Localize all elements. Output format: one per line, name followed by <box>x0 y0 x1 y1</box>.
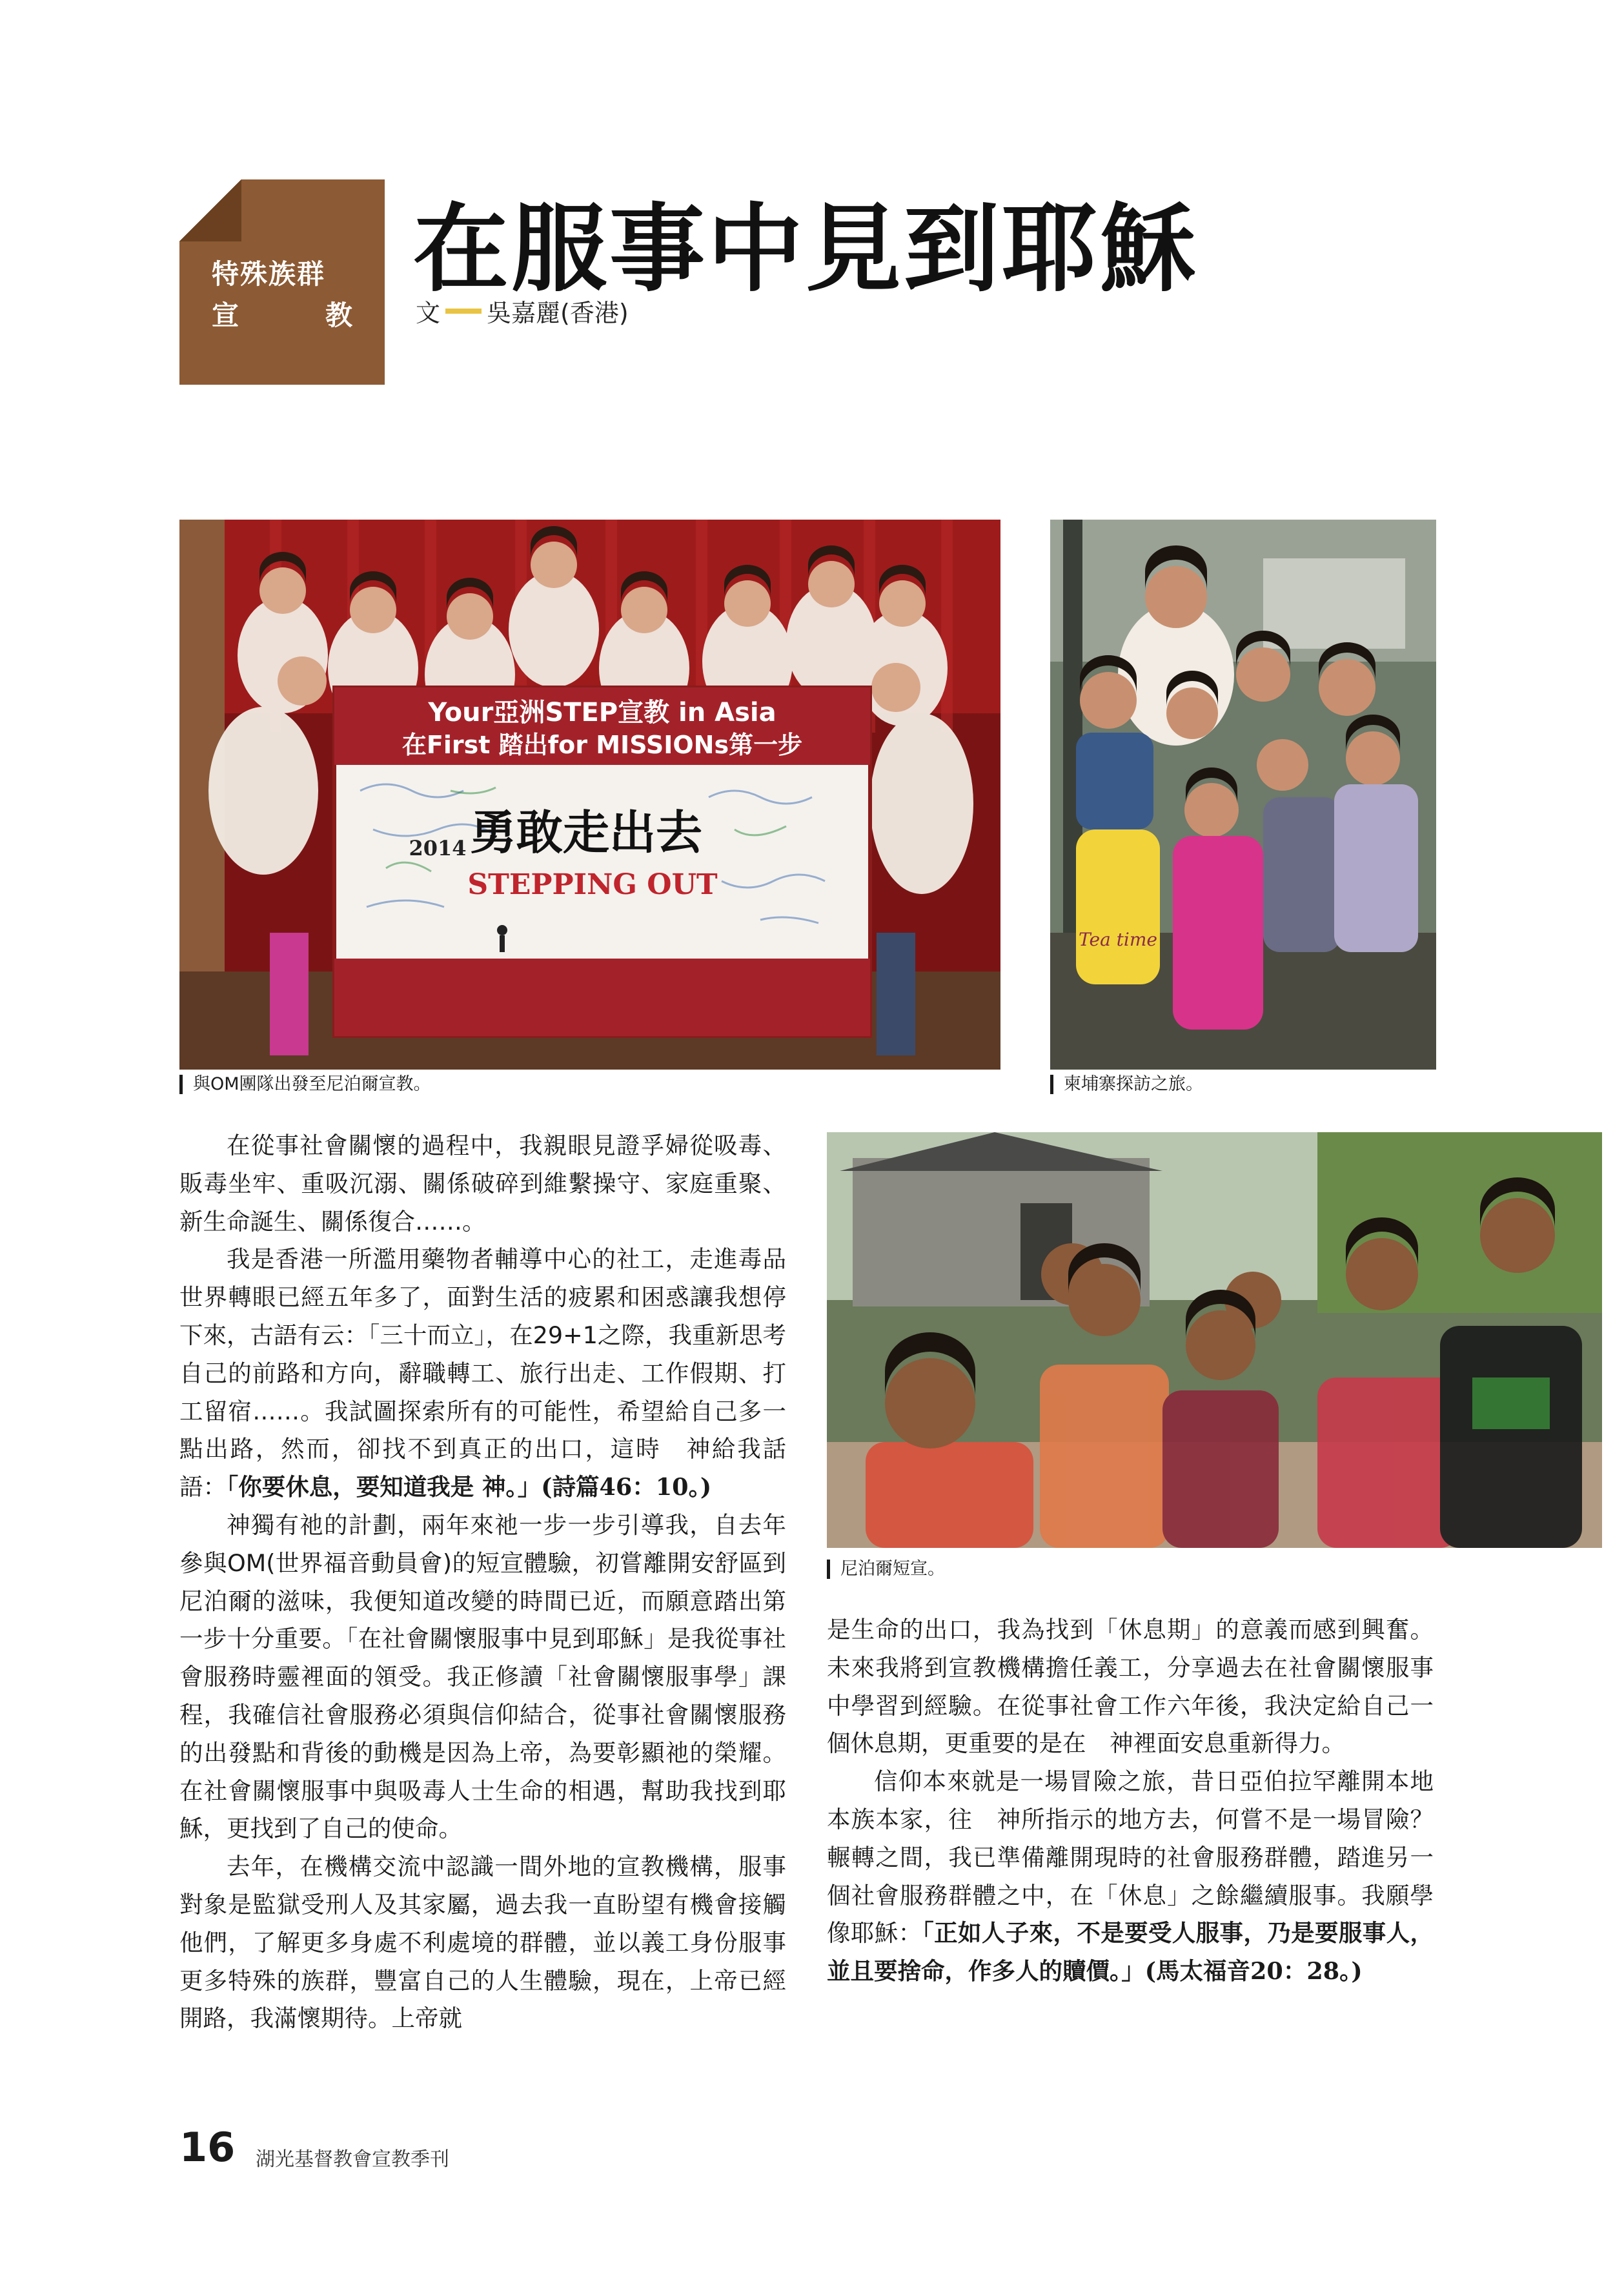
paragraph-6 <box>827 1763 1434 1991</box>
byline-dash <box>445 309 482 314</box>
photo-nepal-children <box>827 1132 1602 1548</box>
article-title: 在服事中見到耶穌 <box>413 194 1198 305</box>
bible-verse-matthew: 「正如人子來，不是要受人服事，乃是要服事人，並且要捨命，作多人的贖價。」(馬太福音20：28。) <box>827 1919 1434 1986</box>
page-number: 16 <box>179 2124 236 2171</box>
shirt-text: Tea time <box>1079 929 1157 950</box>
caption-photo-om-team: 與OM團隊出發至尼泊爾宣教。 <box>179 1075 431 1094</box>
paragraph-4: 去年，在機構交流中認識一間外地的宣教機構，服事對象是監獄受刑人及其家屬，過去我一直盼望有機會接觸他們，了解更多身處不利處境的群體，並以義工身份服事更多特殊的族群，豐富自己的人生體驗，現在，上帝已經開路，我滿懷期待。上帝就 <box>179 1853 786 2033</box>
badge-fold-shadow <box>179 179 241 241</box>
photo-om-team <box>179 520 1000 1070</box>
photo-cambodia-children <box>1050 520 1436 1070</box>
byline <box>416 293 629 329</box>
byline-author: 吳嘉麗(香港) <box>487 299 629 327</box>
publication-title: 湖光基督教會宣教季刊 <box>256 2148 449 2171</box>
byline-prefix: 文 <box>416 299 441 327</box>
body-column-right <box>827 1611 1434 1991</box>
body-column-left <box>179 1127 786 2038</box>
paragraph-3: 神獨有祂的計劃，兩年來祂一步一步引導我，自去年參與OM(世界福音動員會)的短宣體驗，初嘗離開安舒區到尼泊爾的滋味，我便知道改變的時間已近，而願意踏出第一步十分重要。「在社會關懷服事中見到耶穌」是我從事社會服務時靈裡面的領受。我正修讀「社會關懷服事學」課程，我確信社會服務必須與信仰結合，從事社會關懷服務的出發點和背後的動機是因為上帝，為要彰顯祂的榮耀。在社會關懷服事中與吸毒人士生命的相遇，幫助我找到耶穌，更找到了自己的使命。 <box>179 1510 786 1843</box>
badge-label-line2-right: 教 <box>325 300 354 331</box>
banner-main-cn: 勇敢走出去 <box>469 806 703 860</box>
paragraph-2-text: 我是香港一所濫用藥物者輔導中心的社工，走進毒品世界轉眼已經五年多了，面對生活的疲累和困惑讓我想停下來，古語有云：「三十而立」，在29+1之際，我重新思考自己的前路和方向，辭職轉工、旅行出走、工作假期、打工留宿……。我試圖探索所有的可能性，希望給自己多一點出路，然而，卻找不到真正的出口，這時 神給我話語： <box>179 1245 786 1501</box>
banner-year: 2014 <box>409 836 467 860</box>
caption-photo-nepal: 尼泊爾短宣。 <box>827 1560 945 1579</box>
paragraph-6-text: 信仰本來就是一場冒險之旅，昔日亞伯拉罕離開本地本族本家，往 神所指示的地方去，何嘗不是一場冒險？輾轉之間，我已準備離開現時的社會服務群體，踏進另一個社會服務群體之中，在「休息」之餘繼續服事。我願學像耶穌： <box>827 1767 1434 1947</box>
badge-label-line2-left: 宣 <box>212 300 241 331</box>
badge-label-line2 <box>212 294 354 333</box>
badge-label-line1: 特殊族群 <box>212 258 326 290</box>
bible-verse-psalm: 「你要休息，要知道我是 神。」(詩篇46：10。) <box>227 1473 712 1501</box>
paragraph-2 <box>179 1241 786 1507</box>
banner-line2: 在First 踏出for MISSIONs第一步 <box>401 731 803 759</box>
paragraph-5: 是生命的出口，我為找到「休息期」的意義而感到興奮。未來我將到宣教機構擔任義工，分享過去在社會關懷服事中學習到經驗。在從事社會工作六年後，我決定給自己一個休息期，更重要的是在 神裡面安息重新得力。 <box>827 1616 1434 1758</box>
banner-line1: Your亞洲STEP宣教 in Asia <box>428 698 776 727</box>
caption-photo-cambodia: 柬埔寨探訪之旅。 <box>1050 1075 1203 1094</box>
banner-main-en: STEPPING OUT <box>467 868 718 901</box>
paragraph-1: 在從事社會關懷的過程中，我親眼見證孚婦從吸毒、販毒坐牢、重吸沉溺、關係破碎到維繫操守、家庭重聚、新生命誕生、關係復合……。 <box>179 1132 786 1235</box>
